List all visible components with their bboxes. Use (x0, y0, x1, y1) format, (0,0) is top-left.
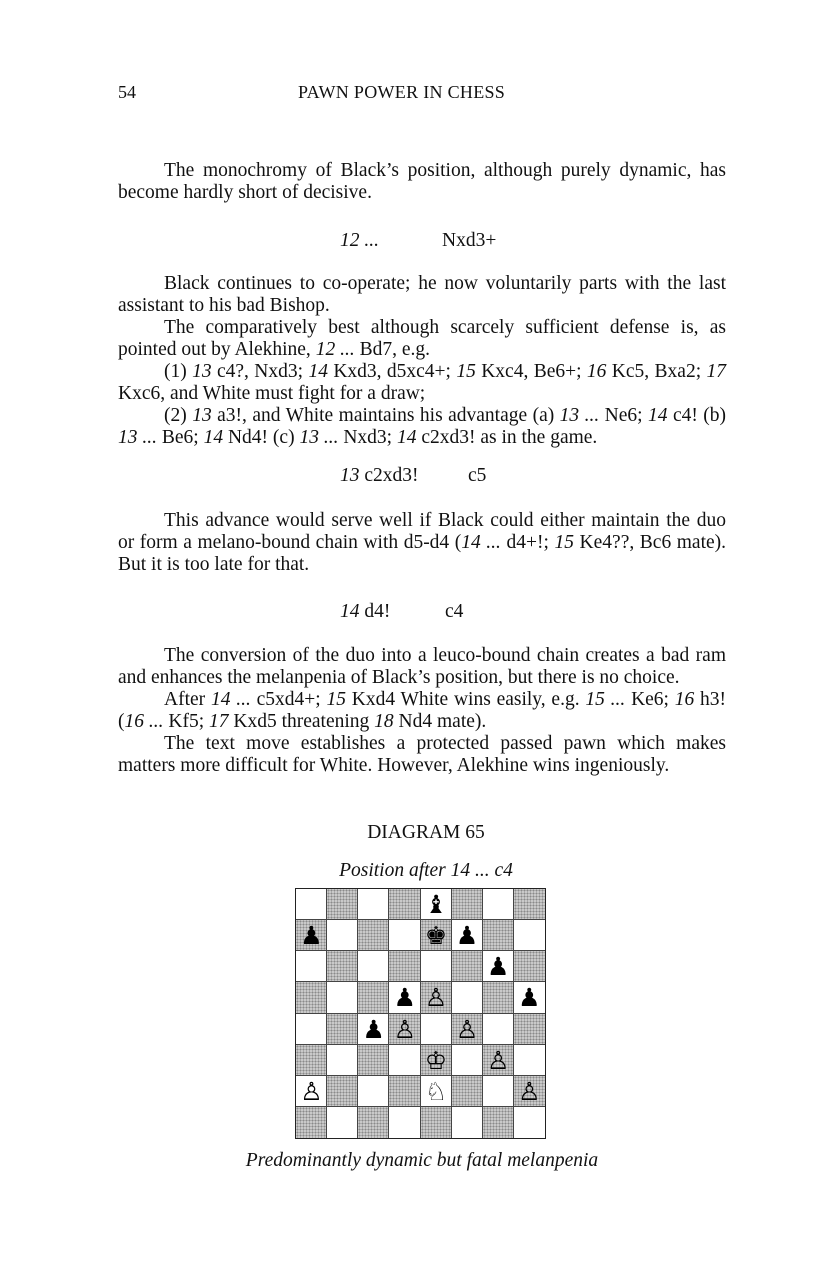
black-pawn-icon: ♟ (362, 1014, 385, 1044)
board-square-d1 (389, 1107, 420, 1138)
board-square-g8 (483, 889, 514, 920)
board-square-a4 (296, 1014, 327, 1045)
board-square-d2 (389, 1076, 420, 1107)
board-square-b3 (327, 1045, 358, 1076)
board-square-a8 (296, 889, 327, 920)
board-square-f8 (452, 889, 483, 920)
board-square-g7 (483, 920, 514, 951)
white-pawn-icon: ♙ (393, 1014, 417, 1044)
board-square-d3 (389, 1045, 420, 1076)
board-square-a6 (296, 951, 327, 982)
board-square-h8 (514, 889, 545, 920)
board-square-b8 (327, 889, 358, 920)
black-pawn-icon: ♟ (518, 983, 541, 1013)
white-pawn-icon: ♙ (455, 1014, 479, 1044)
board-square-c6 (358, 951, 389, 982)
black-bishop-icon: ♝ (424, 890, 448, 919)
white-pawn-icon: ♙ (300, 1076, 323, 1106)
board-square-e6 (421, 951, 452, 982)
board-square-g5 (483, 982, 514, 1013)
paragraph-defense: The comparatively best although scarcely sufficient defense is, as pointed out by Alekhine, 12 ... Bd7, e.g. (118, 317, 726, 360)
paragraph-advance: This advance would serve well if Black could either maintain the duo or form a melano-bound chain with d5-d4 (14 ... d4+!; 15 Ke4??, Bc6 mate). But it is too late for that. (118, 510, 727, 575)
move-number: 13 (340, 465, 360, 486)
board-square-h4 (514, 1014, 545, 1045)
paragraph-text-move: The text move establishes a protected passed pawn which makes matters more difficult for White. However, Alekhine wins ingeniously. (118, 733, 726, 776)
black-pawn-icon: ♟ (300, 921, 323, 951)
white-king-icon: ♔ (424, 1045, 448, 1075)
board-square-h3 (514, 1045, 545, 1076)
board-square-f5 (452, 982, 483, 1013)
chess-board (295, 888, 546, 1139)
black-king-icon: ♚ (424, 921, 448, 951)
paragraph-conversion: The conversion of the duo into a leuco-bound chain creates a bad ram and enhances the melanpenia of Black’s position, but there is no choice. After 14 ... c5xd4+; 15 Kxd4 White wins easily, e.g. 15 ... Ke6; 16 h3! (16 ... Kf5; 17 Kxd5 threatening 18 Nd4 mate). The text move establishes a protected passed pawn which makes matters more difficult for White. However, Alekhine wins ingeniously. (118, 645, 727, 776)
move-number: 12 ... (340, 230, 379, 251)
diagram-subtitle: Position after 14 ... c4 (339, 860, 513, 881)
paragraph-cooperate: Black continues to co-operate; he now voluntarily parts with the last assistant to his bad Bishop. The comparatively best although scarcely sufficient defense is, as pointed out by Alekhine, 12 ... Bd7, e.g. (1) 13 c4?, Nxd3; 14 Kxd3, d5xc4+; 15 Kxc4, Be6+; 16 Kc5, Bxa2; 17 Kxc6, and White must fight for a draw; (2) 13 a3!, and White maintains his advantage (a) 13 ... Ne6; 14 c4! (b) 13 ... Be6; 14 Nd4! (c) 13 ... Nxd3; 14 c2xd3! as in the game. (118, 273, 727, 448)
board-square-b5 (327, 982, 358, 1013)
variation-1: (1) 13 c4?, Nxd3; 14 Kxd3, d5xc4+; 15 Kxc4, Be6+; 16 Kc5, Bxa2; 17 Kxc6, and White must fight for a draw; (118, 361, 726, 404)
board-square-d6 (389, 951, 420, 982)
board-square-b1 (327, 1107, 358, 1138)
board-square-c1 (358, 1107, 389, 1138)
move-white: d4! (364, 601, 391, 622)
diagram-caption: Predominantly dynamic but fatal melanpenia (245, 1150, 599, 1171)
move-number: 14 (340, 601, 360, 622)
white-knight-icon: ♘ (424, 1076, 448, 1106)
board-square-g4 (483, 1014, 514, 1045)
board-square-c7 (358, 920, 389, 951)
board-square-g1 (483, 1107, 514, 1138)
board-square-e4 (421, 1014, 452, 1045)
board-square-b7 (327, 920, 358, 951)
board-square-h6 (514, 951, 545, 982)
paragraph-after: After 14 ... c5xd4+; 15 Kxd4 White wins easily, e.g. 15 ... Ke6; 16 h3! (16 ... Kf5; 17 Kxd5 threatening 18 Nd4 mate). (118, 689, 727, 732)
board-square-d7 (389, 920, 420, 951)
board-square-c2 (358, 1076, 389, 1107)
paragraph-monochromy: The monochromy of Black’s position, although purely dynamic, has become hardly short of decisive. (118, 160, 726, 203)
move-reply: Nxd3+ (442, 230, 497, 251)
board-square-c8 (358, 889, 389, 920)
board-square-c3 (358, 1045, 389, 1076)
white-pawn-icon: ♙ (518, 1076, 541, 1106)
board-square-a5 (296, 982, 327, 1013)
board-square-a3 (296, 1045, 327, 1076)
board-square-h7 (514, 920, 545, 951)
page-header (118, 82, 728, 106)
board-square-h1 (514, 1107, 545, 1138)
white-pawn-icon: ♙ (487, 1045, 510, 1075)
page-number: 54 (118, 82, 136, 102)
move-reply: c4 (445, 601, 464, 622)
move-reply: c5 (468, 465, 487, 486)
board-square-e1 (421, 1107, 452, 1138)
board-square-f3 (452, 1045, 483, 1076)
board-square-g2 (483, 1076, 514, 1107)
black-pawn-icon: ♟ (487, 952, 510, 982)
board-square-b4 (327, 1014, 358, 1045)
move-white: c2xd3! (364, 465, 419, 486)
board-square-f2 (452, 1076, 483, 1107)
diagram-title: DIAGRAM 65 (367, 822, 485, 843)
board-square-b2 (327, 1076, 358, 1107)
board-square-d8 (389, 889, 420, 920)
black-pawn-icon: ♟ (393, 983, 417, 1013)
board-square-f6 (452, 951, 483, 982)
board-square-a1 (296, 1107, 327, 1138)
running-head: PAWN POWER IN CHESS (298, 82, 506, 102)
variation-2: (2) 13 a3!, and White maintains his advantage (a) 13 ... Ne6; 14 c4! (b) 13 ... Be6; 14 Nd4! (c) 13 ... Nxd3; 14 c2xd3! as in the game. (118, 405, 727, 448)
board-square-f1 (452, 1107, 483, 1138)
board-square-b6 (327, 951, 358, 982)
board-square-c5 (358, 982, 389, 1013)
black-pawn-icon: ♟ (455, 921, 479, 951)
white-pawn-icon: ♙ (424, 983, 448, 1013)
